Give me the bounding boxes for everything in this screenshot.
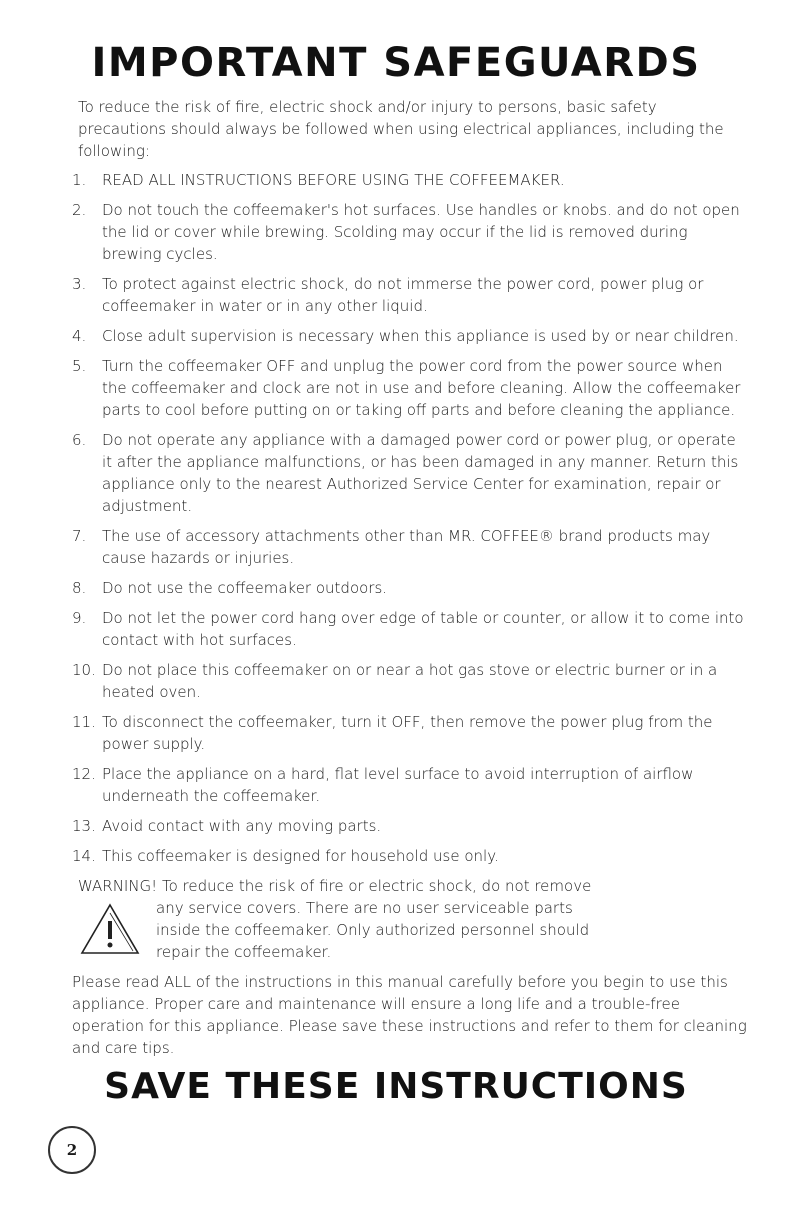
list-item-text: Do not let the power cord hang over edge of table or counter, or allow it to come into contact with hot surfaces. (102, 609, 744, 649)
list-item (72, 273, 748, 317)
list-item-text: Close adult supervision is necessary when this appliance is used by or near children. (102, 327, 739, 345)
list-item (72, 763, 748, 807)
list-item-number: 9. (72, 609, 87, 627)
list-item-number: 7. (72, 527, 87, 545)
list-item-number: 2. (72, 201, 87, 219)
list-item-number: 10. (72, 661, 96, 679)
list-item (72, 525, 748, 569)
list-item (72, 325, 748, 347)
warning-first-line: WARNING! To reduce the risk of fire or electric shock, do not remove (78, 877, 592, 895)
list-item-text: Do not use the coffeemaker outdoors. (102, 579, 388, 597)
page-number: 2 (48, 1126, 96, 1174)
safeguards-content (72, 96, 748, 1059)
list-item (72, 607, 748, 651)
list-item (72, 577, 748, 599)
list-item-text: Do not operate any appliance with a damaged power cord or power plug, or operate it after the appliance malfunctions, or has been damaged in any manner. Return this appliance only to the nearest Authorized Service Center for examination, repair or adjustment. (102, 431, 739, 515)
list-item-text: Do not touch the coffeemaker's hot surfaces. Use handles or knobs. and do not open the lid or cover while brewing. Scolding may occur if the lid is removed during brewing cycles. (102, 201, 740, 263)
list-item (72, 429, 748, 517)
list-item (72, 355, 748, 421)
list-item-text: To protect against electric shock, do not immerse the power cord, power plug or coffeemaker in water or in any other liquid. (102, 275, 704, 315)
save-instructions-heading: SAVE THESE INSTRUCTIONS (104, 1066, 688, 1107)
list-item (72, 845, 748, 867)
warning-rest: any service covers. There are no user serviceable parts inside the coffeemaker. Only authorized personnel should repair the coffeemaker. (156, 899, 590, 961)
list-item-text: Avoid contact with any moving parts. (102, 817, 382, 835)
list-item (72, 659, 748, 703)
list-item-text: READ ALL INSTRUCTIONS BEFORE USING THE COFFEEMAKER. (102, 171, 565, 189)
list-item (72, 711, 748, 755)
list-item-number: 12. (72, 765, 96, 783)
page-title: IMPORTANT SAFEGUARDS (91, 40, 701, 86)
list-item-text: The use of accessory attachments other than MR. COFFEE® brand products may cause hazards or injuries. (102, 527, 711, 567)
list-item-number: 8. (72, 579, 87, 597)
list-item-number: 13. (72, 817, 96, 835)
list-item (72, 199, 748, 265)
list-item-number: 4. (72, 327, 87, 345)
safeguards-list (72, 169, 748, 867)
list-item-text: Turn the coffeemaker OFF and unplug the power cord from the power source when the coffeemaker and clock are not in use and before cleaning. Allow the coffeemaker parts to cool before putting on or taking off parts and before cleaning the appliance. (102, 357, 741, 419)
list-item-number: 3. (72, 275, 87, 293)
list-item-text: To disconnect the coffeemaker, turn it OFF, then remove the power plug from the power supply. (102, 713, 713, 753)
list-item-number: 14. (72, 847, 96, 865)
list-item-text: Place the appliance on a hard, flat level surface to avoid interruption of airflow underneath the coffeemaker. (102, 765, 694, 805)
list-item-text: This coffeemaker is designed for household use only. (102, 847, 499, 865)
intro-paragraph: To reduce the risk of fire, electric shock and/or injury to persons, basic safety precautions should always be followed when using electrical appliances, including the following: (78, 98, 724, 160)
list-item-number: 1. (72, 171, 87, 189)
list-item (72, 169, 748, 191)
list-item-number: 6. (72, 431, 87, 449)
list-item-number: 5. (72, 357, 87, 375)
list-item (72, 815, 748, 837)
warning-block (78, 875, 748, 963)
list-item-text: Do not place this coffeemaker on or near a hot gas stove or electric burner or in a heated oven. (102, 661, 718, 701)
warning-triangle-icon (78, 901, 142, 957)
list-item-number: 11. (72, 713, 96, 731)
closing-paragraph: Please read ALL of the instructions in this manual carefully before you begin to use this appliance. Proper care and maintenance will ensure a long life and a trouble-free operation for this appliance. Please save these instructions and refer to them for cleaning and care tips. (72, 973, 747, 1057)
